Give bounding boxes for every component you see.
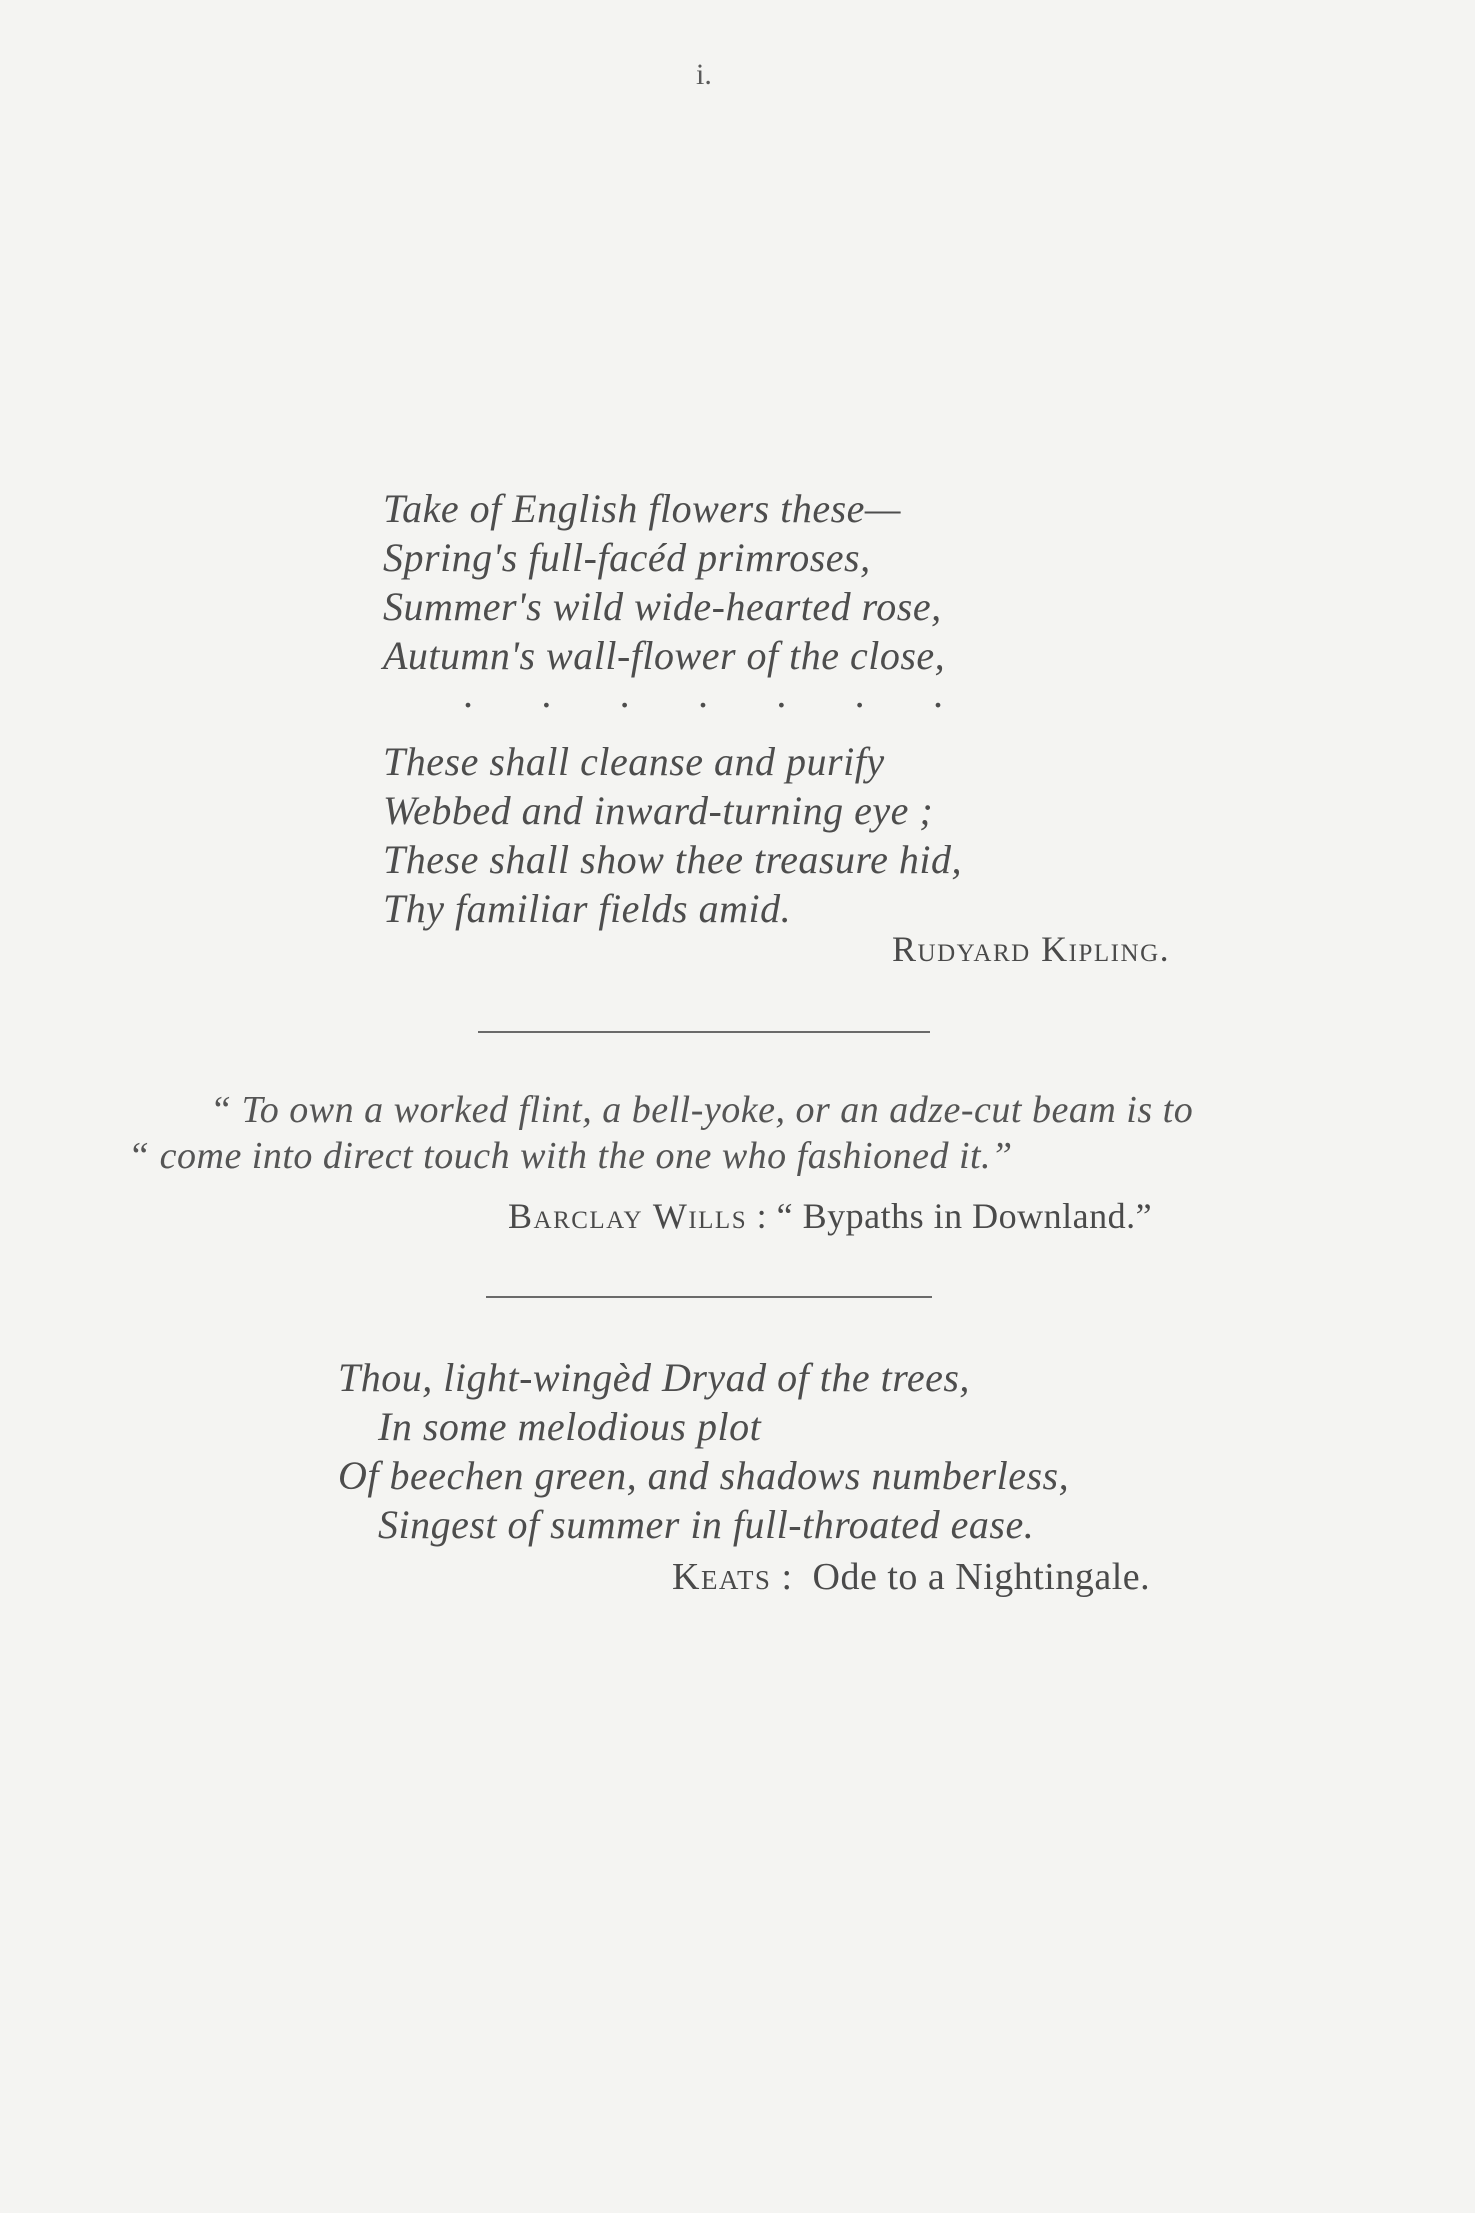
verse-line: These shall show thee treasure hid, <box>383 837 962 882</box>
ellipsis-dot: . <box>854 671 865 716</box>
kipling-stanza-2 <box>383 737 962 933</box>
keats-author: Keats <box>672 1556 772 1598</box>
wills-author: Barclay Wills <box>508 1196 748 1236</box>
verse-line: Summer's wild wide-hearted rose, <box>383 584 942 629</box>
ellipsis-dots <box>463 670 943 717</box>
kipling-attribution: Rudyard Kipling. <box>892 929 1171 969</box>
ellipsis-dot: . <box>463 671 473 716</box>
verse-line: Take of English flowers these— <box>383 486 901 531</box>
keats-stanza <box>338 1353 1069 1549</box>
ellipsis-dot: . <box>697 671 708 716</box>
verse-line: Thy familiar fields amid. <box>383 886 792 931</box>
verse-line: These shall cleanse and purify <box>383 739 885 784</box>
divider-rule <box>478 1031 930 1033</box>
ellipsis-dot: . <box>776 671 787 716</box>
verse-line: Spring's full-facéd primroses, <box>383 535 871 580</box>
wills-work-title: “ Bypaths in Downland.” <box>776 1196 1153 1236</box>
kipling-stanza-1 <box>383 484 945 680</box>
wills-attribution <box>508 1195 1152 1237</box>
verse-line: Singest of summer in full-throated ease. <box>378 1502 1035 1547</box>
keats-attribution <box>672 1555 1150 1599</box>
verse-line: Of beechen green, and shadows numberless, <box>338 1453 1070 1498</box>
verse-line: Autumn's wall-flower of the close, <box>383 633 946 678</box>
verse-line: In some melodious plot <box>378 1404 762 1449</box>
attribution-separator: : <box>771 1556 813 1598</box>
attribution-separator: : <box>747 1196 777 1236</box>
keats-work-title: Ode to a Nightingale. <box>812 1556 1151 1598</box>
ellipsis-dot: . <box>932 671 943 716</box>
wills-quote-line: “ come into direct touch with the one who fashioned it.” <box>128 1135 1013 1177</box>
wills-quote-line: “ To own a worked flint, a bell-yoke, or an adze-cut beam is to <box>210 1089 1194 1131</box>
verse-line: Webbed and inward-turning eye ; <box>383 788 934 833</box>
ellipsis-dot: . <box>619 671 630 716</box>
ellipsis-dot: . <box>541 671 552 716</box>
page-number: i. <box>696 58 712 91</box>
verse-line: Thou, light-wingèd Dryad of the trees, <box>338 1355 970 1400</box>
divider-rule <box>486 1296 932 1298</box>
